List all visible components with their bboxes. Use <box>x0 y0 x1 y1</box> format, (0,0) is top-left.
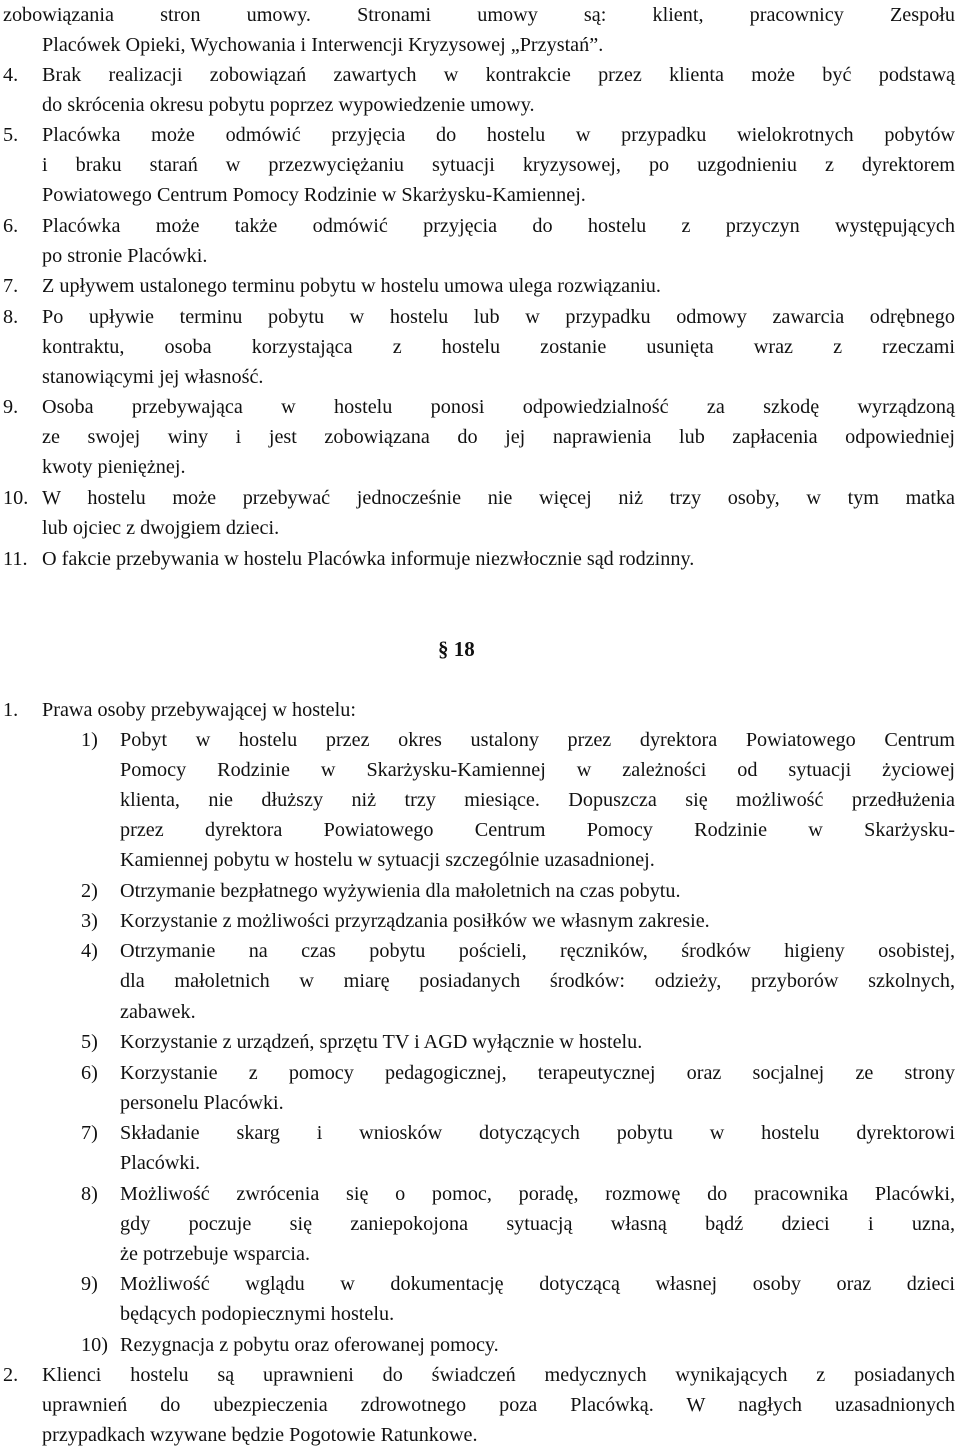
sub-list-item-line: Otrzymanie bezpłatnego wyżywienia dla małoletnich na czas pobytu. <box>120 880 681 902</box>
sub-list-number: 6) <box>81 1062 98 1084</box>
list-item-line: O fakcie przebywania w hostelu Placówka informuje niezwłocznie sąd rodzinny. <box>42 548 695 570</box>
sub-list-number: 1) <box>81 729 98 751</box>
list-item-line: lub ojciec z dwojgiem dzieci. <box>42 517 280 539</box>
section-heading: § 18 <box>438 637 475 661</box>
sub-list-item-line: personelu Placówki. <box>120 1092 284 1114</box>
sub-list-item-line: dla małoletnich w miarę posiadanych środków: odzieży, przyborów szkolnych, <box>120 970 955 992</box>
list-item-line: stanowiącymi jej własność. <box>42 366 264 388</box>
list-item-line: kwoty pieniężnej. <box>42 456 186 478</box>
sub-list-item-line: Korzystanie z urządzeń, sprzętu TV i AGD wyłącznie w hostelu. <box>120 1031 643 1053</box>
list-item-line: Z upływem ustalonego terminu pobytu w hostelu umowa ulega rozwiązaniu. <box>42 275 661 297</box>
list-item-line: przypadkach wzywane będzie Pogotowie Ratunkowe. <box>42 1424 478 1446</box>
sub-list-item-line: będących podopiecznymi hostelu. <box>120 1303 395 1325</box>
list-item-line: do skrócenia okresu pobytu poprzez wypowiedzenie umowy. <box>42 94 535 116</box>
list-number: 9. <box>3 396 19 418</box>
list-number: 10. <box>3 487 29 509</box>
list-number: 8. <box>3 306 19 328</box>
paragraph-line: Placówek Opieki, Wychowania i Interwencji Kryzysowej „Przystań”. <box>42 34 604 56</box>
list-number: 5. <box>3 124 19 146</box>
sub-list-item-line: Korzystanie z możliwości przyrządzania posiłków we własnym zakresie. <box>120 910 710 932</box>
list-item-line: Brak realizacji zobowiązań zawartych w kontrakcie przez klienta może być podstawą <box>42 64 955 86</box>
sub-list-item-line: Korzystanie z pomocy pedagogicznej, terapeutycznej oraz socjalnej ze strony <box>120 1062 955 1084</box>
list-item-line: uprawnień do ubezpieczenia zdrowotnego poza Placówką. W nagłych uzasadnionych <box>42 1394 955 1416</box>
list-item-line: Prawa osoby przebywającej w hostelu: <box>42 699 356 721</box>
sub-list-number: 2) <box>81 880 98 902</box>
list-number: 7. <box>3 275 19 297</box>
list-item-line: Klienci hostelu są uprawnieni do świadczeń medycznych wynikających z posiadanych <box>42 1364 955 1386</box>
sub-list-item-line: gdy poczuje się zaniepokojona sytuacją własną bądź dzieci i uzna, <box>120 1213 955 1235</box>
sub-list-item-line: Możliwość zwrócenia się o pomoc, poradę, rozmowę do pracownika Placówki, <box>120 1183 955 1205</box>
list-item-line: Powiatowego Centrum Pomocy Rodzinie w Skarżysku-Kamiennej. <box>42 184 586 206</box>
sub-list-item-line: Składanie skarg i wniosków dotyczących pobytu w hostelu dyrektorowi <box>120 1122 955 1144</box>
sub-list-item-line: Kamiennej pobytu w hostelu w sytuacji szczególnie uzasadnionej. <box>120 849 655 871</box>
sub-list-item-line: Placówki. <box>120 1152 201 1174</box>
sub-list-item-line: Otrzymanie na czas pobytu pościeli, ręczników, środków higieny osobistej, <box>120 940 955 962</box>
sub-list-item-line: Pobyt w hostelu przez okres ustalony przez dyrektora Powiatowego Centrum <box>120 729 955 751</box>
list-number: 1. <box>3 699 19 721</box>
list-item-line: ze swojej winy i jest zobowiązana do jej naprawienia lub zapłacenia odpowiedniej <box>42 426 955 448</box>
list-number: 6. <box>3 215 19 237</box>
sub-list-number: 3) <box>81 910 98 932</box>
list-item-line: po stronie Placówki. <box>42 245 208 267</box>
sub-list-number: 9) <box>81 1273 98 1295</box>
sub-list-number: 4) <box>81 940 98 962</box>
list-item-line: Osoba przebywająca w hostelu ponosi odpowiedzialność za szkodę wyrządzoną <box>42 396 955 418</box>
sub-list-item-line: przez dyrektora Powiatowego Centrum Pomocy Rodzinie w Skarżysku- <box>120 819 955 841</box>
list-number: 11. <box>3 548 28 570</box>
list-item-line: Po upływie terminu pobytu w hostelu lub w przypadku odmowy zawarcia odrębnego <box>42 306 955 328</box>
list-item-line: W hostelu może przebywać jednocześnie nie więcej niż trzy osoby, w tym matka <box>42 487 955 509</box>
sub-list-number: 8) <box>81 1183 98 1205</box>
sub-list-number: 10) <box>81 1334 108 1356</box>
sub-list-item-line: Pomocy Rodzinie w Skarżysku-Kamiennej w zależności od sytuacji życiowej <box>120 759 955 781</box>
sub-list-item-line: że potrzebuje wsparcia. <box>120 1243 310 1265</box>
sub-list-number: 5) <box>81 1031 98 1053</box>
list-number: 2. <box>3 1364 19 1386</box>
sub-list-item-line: klienta, nie dłuższy niż trzy miesiące. Dopuszcza się możliwość przedłużenia <box>120 789 955 811</box>
sub-list-item-line: Możliwość wglądu w dokumentację dotyczącą własnej osoby oraz dzieci <box>120 1273 955 1295</box>
list-item-line: Placówka może także odmówić przyjęcia do hostelu z przyczyn występujących <box>42 215 955 237</box>
list-item-line: i braku starań w przezwyciężaniu sytuacji kryzysowej, po uzgodnieniu z dyrektorem <box>42 154 955 176</box>
sub-list-item-line: Rezygnacja z pobytu oraz oferowanej pomocy. <box>120 1334 499 1356</box>
list-item-line: kontraktu, osoba korzystająca z hostelu zostanie usunięta wraz z rzeczami <box>42 336 955 358</box>
sub-list-item-line: zabawek. <box>120 1001 196 1023</box>
list-number: 4. <box>3 64 19 86</box>
paragraph-line: zobowiązania stron umowy. Stronami umowy są: klient, pracownicy Zespołu <box>3 4 955 26</box>
sub-list-number: 7) <box>81 1122 98 1144</box>
list-item-line: Placówka może odmówić przyjęcia do hostelu w przypadku wielokrotnych pobytów <box>42 124 955 146</box>
